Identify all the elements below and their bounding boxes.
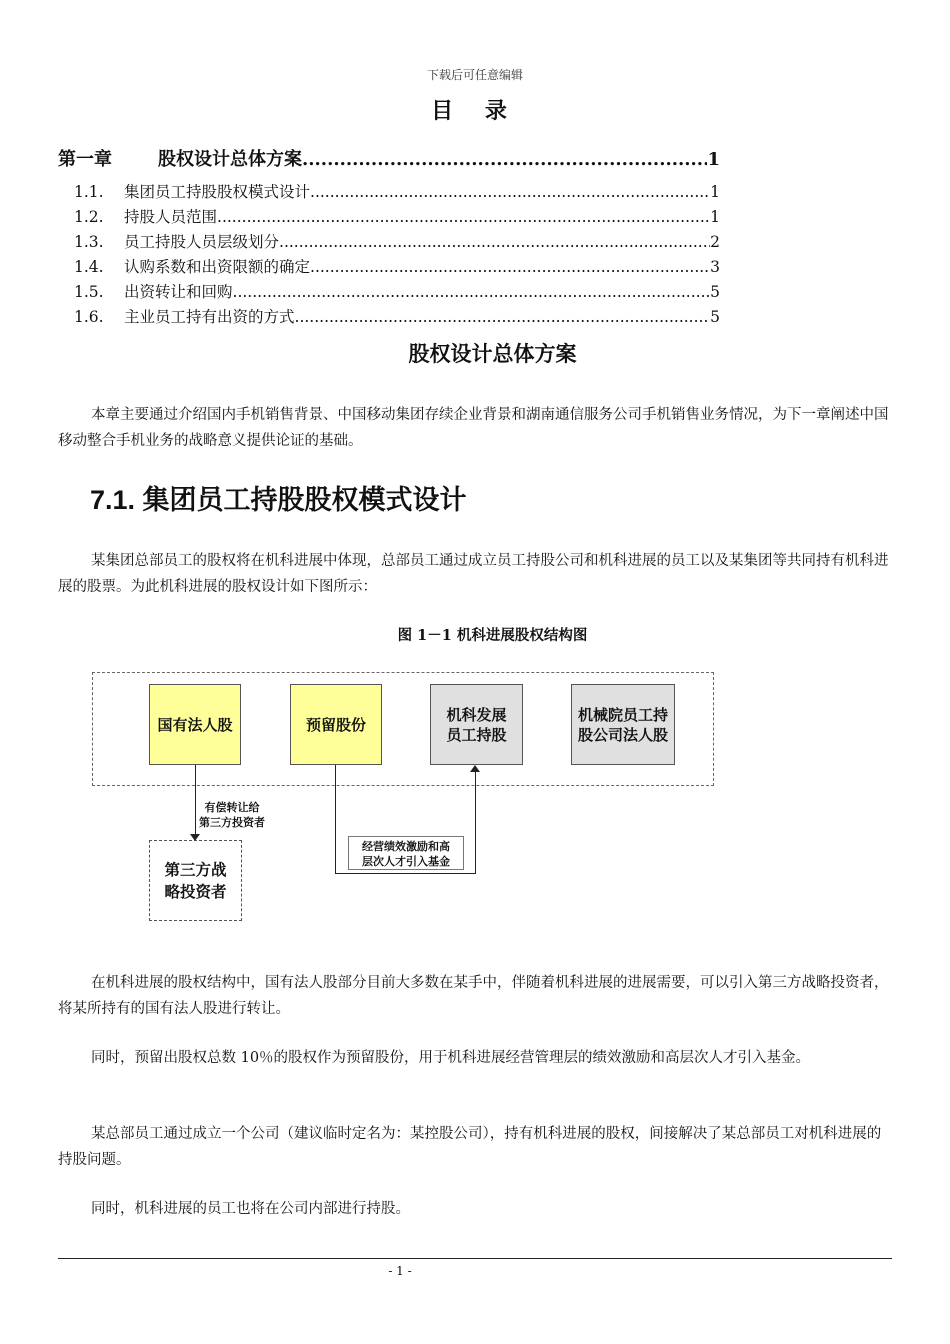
transfer-note-line2: 第三方投资者 (199, 816, 265, 829)
employee-shares-box (430, 684, 523, 765)
fund-connector-left (335, 765, 336, 874)
paragraph-4: 某总部员工通过成立一个公司（建议临时定名为：某控股公司），持有机科进展的股权，间接解决了某总部员工对机科进展的持股问题。 (58, 1126, 882, 1168)
toc-entry[interactable] (58, 305, 720, 327)
transfer-note-line1: 有偿转让给 (204, 801, 260, 814)
toc-entry-page: 1 (710, 183, 720, 201)
toc-leader-dots (279, 233, 710, 251)
fund-connector-right (475, 771, 476, 874)
toc-entry-page: 3 (710, 258, 720, 276)
section-title: 股权设计总体方案 (408, 341, 577, 366)
toc-leader-dots (302, 149, 707, 170)
toc-entry-number: 1.2. (74, 208, 104, 226)
page-number: - 1 - (388, 1264, 412, 1278)
arrow-up-icon (470, 765, 480, 772)
header-note: 下载后可任意编辑 (426, 68, 523, 82)
toc-entry-text: 持股人员范围 (124, 208, 218, 226)
toc-entry-page: 5 (710, 283, 720, 301)
toc-entry-text: 认购系数和出资限额的确定 (124, 258, 311, 276)
intro-paragraph: 本章主要通过介绍国内手机销售背景、中国移动集团存续企业背景和湖南通信服务公司手机销售业务情况，为下一章阐述中国移动整合手机业务的战略意义提供论证的基础。 (58, 407, 889, 449)
institute-shares-box (571, 684, 675, 765)
figure-caption: 图 1－1 机科进展股权结构图 (397, 627, 588, 644)
reserved-shares-label: 预留股份 (305, 715, 366, 734)
institute-shares-label-line1: 机械院员工持 (577, 705, 668, 724)
fund-note (348, 836, 464, 870)
paragraph-5: 同时，机科进展的员工也将在公司内部进行持股。 (91, 1201, 410, 1217)
toc-leader-dots (310, 183, 710, 201)
toc-entry-number: 1.6. (74, 308, 104, 326)
toc-title: 目 录 (431, 98, 519, 124)
toc-entry-text: 集团员工持股股权模式设计 (124, 183, 311, 201)
paragraph-2: 在机科进展的股权结构中，国有法人股部分目前大多数在某手中，伴随着机科进展的进展需要，可以引入第三方战略投资者，将某所持有的国有法人股进行转让。 (58, 975, 889, 1017)
paragraph-1: 某集团总部员工的股权将在机科进展中体现，总部员工通过成立员工持股公司和机科进展的员工以及某集团等共同持有机科进展的股票。为此机科进展的股权设计如下图所示： (58, 553, 889, 595)
toc-chapter-entry[interactable] (58, 145, 720, 171)
fund-note-line1: 经营绩效激励和高 (362, 840, 450, 853)
toc-entry-text: 出资转让和回购 (124, 283, 233, 301)
toc-leader-dots (233, 283, 711, 301)
fund-note-line2: 层次人才引入基金 (362, 855, 450, 868)
toc-entry-text: 员工持股人员层级划分 (124, 233, 280, 251)
toc-chapter-page: 1 (707, 149, 720, 170)
toc-entry[interactable] (58, 180, 720, 202)
state-shares-label: 国有法人股 (157, 715, 233, 734)
employee-shares-label-line2: 员工持股 (446, 725, 507, 744)
toc-chapter-text: 股权设计总体方案 (158, 149, 302, 170)
employee-shares-label-line1: 机科发展 (446, 705, 507, 724)
toc-entry[interactable] (58, 280, 720, 302)
toc-entry[interactable] (58, 205, 720, 227)
footer-rule (58, 1258, 892, 1259)
heading-7-1: 7.1. 集团员工持股股权模式设计 (90, 485, 467, 515)
toc-leader-dots (295, 308, 711, 326)
toc-entry-page: 2 (710, 233, 720, 251)
strategic-investor-label-line2: 略投资者 (164, 881, 227, 901)
toc-entry-number: 1.1. (74, 183, 104, 201)
strategic-investor-label-line1: 第三方战 (164, 859, 227, 879)
toc-entry-number: 1.5. (74, 283, 104, 301)
fund-connector-bottom (335, 873, 476, 874)
state-shares-box (149, 684, 241, 765)
toc-entry-number: 1.4. (74, 258, 104, 276)
toc-entry-number: 1.3. (74, 233, 104, 251)
strategic-investor-box (149, 840, 242, 921)
toc-leader-dots (310, 258, 710, 276)
toc-entry[interactable] (58, 230, 720, 252)
toc-entry-text: 主业员工持有出资的方式 (124, 308, 295, 326)
toc-leader-dots (217, 208, 710, 226)
toc-entry-page: 5 (710, 308, 720, 326)
paragraph-3: 同时，预留出股权总数 10％的股权作为预留股份，用于机科进展经营管理层的绩效激励和高层次人才引入基金。 (91, 1050, 811, 1066)
toc-entry-page: 1 (710, 208, 720, 226)
transfer-note (193, 800, 271, 830)
toc-chapter-number: 第一章 (58, 149, 112, 170)
reserved-shares-box (290, 684, 382, 765)
toc-entry[interactable] (58, 255, 720, 277)
institute-shares-label-line2: 股公司法人股 (577, 725, 668, 744)
